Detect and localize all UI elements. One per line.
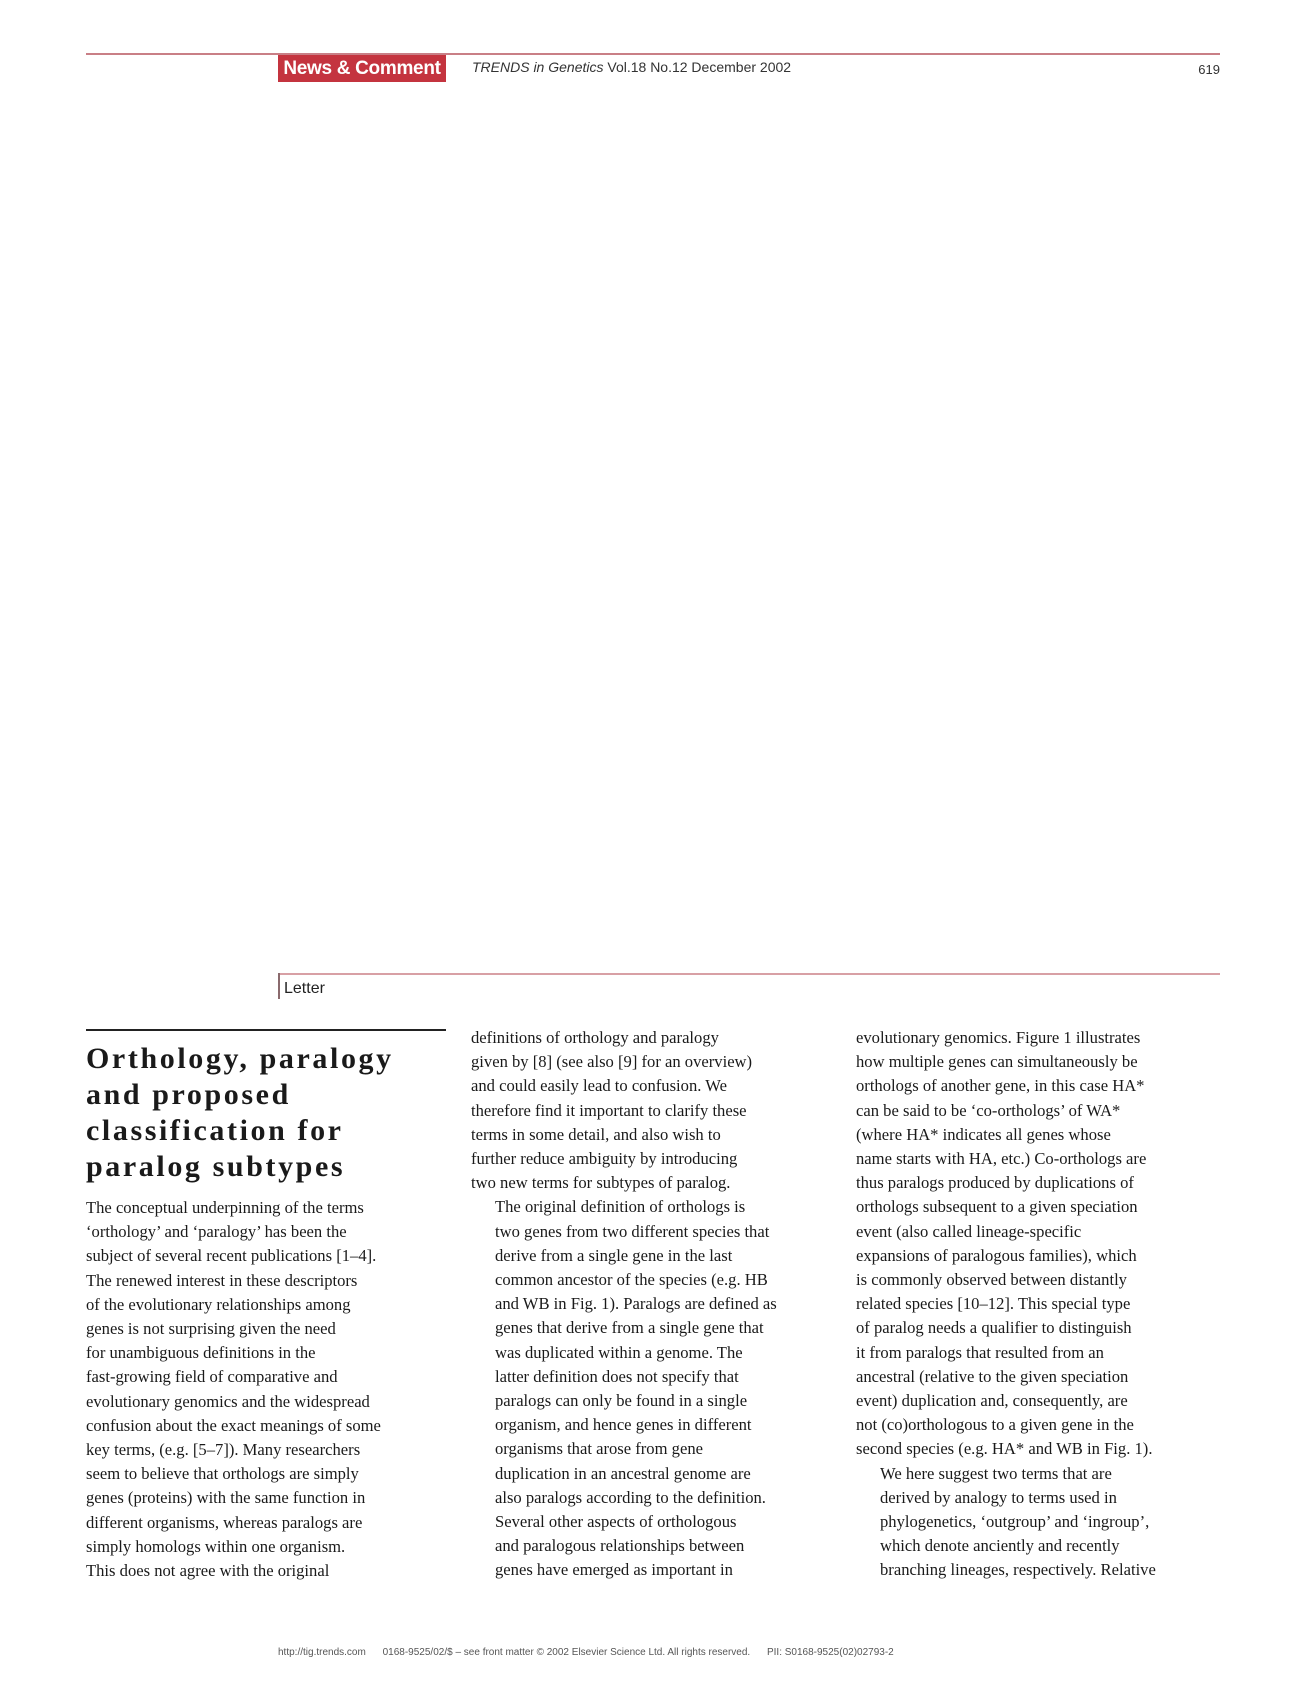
text-line: genes have emerged as important in <box>495 1560 733 1580</box>
text-line: ‘orthology’ and ‘paralogy’ has been the <box>86 1222 347 1242</box>
text-line: which denote anciently and recently <box>880 1536 1120 1556</box>
text-line: thus paralogs produced by duplications of <box>856 1173 1134 1193</box>
text-line: confusion about the exact meanings of some <box>86 1415 381 1435</box>
text-line: organisms that arose from gene <box>495 1439 703 1459</box>
text-line: phylogenetics, ‘outgroup’ and ‘ingroup’, <box>880 1512 1150 1532</box>
body-column-2 <box>471 1026 833 1583</box>
text-line: seem to believe that orthologs are simply <box>86 1464 359 1484</box>
text-line: key terms, (e.g. [5–7]). Many researchers <box>86 1440 361 1460</box>
text-line: expansions of paralogous families), which <box>856 1245 1137 1265</box>
text-line: We here suggest two terms that are <box>880 1463 1112 1483</box>
text-line: The conceptual underpinning of the terms <box>86 1198 364 1217</box>
text-line: and could easily lead to confusion. We <box>471 1076 727 1096</box>
text-line: definitions of orthology and paralogy <box>471 1028 719 1047</box>
paragraph <box>471 1195 833 1510</box>
text-line: The renewed interest in these descriptors <box>86 1270 358 1290</box>
article-type-label: Letter <box>284 980 325 997</box>
text-line: different organisms, whereas paralogs are <box>86 1512 363 1532</box>
title-rule <box>86 1029 446 1031</box>
page-number: 619 <box>1198 62 1220 77</box>
text-line: duplication in an ancestral genome are <box>495 1463 751 1483</box>
paragraph <box>856 1462 1218 1583</box>
article-title: Orthology, paralogy and proposed classification for paralog subtypes <box>86 1042 394 1183</box>
text-line: Several other aspects of orthologous <box>495 1512 737 1532</box>
text-line: therefore find it important to clarify these <box>471 1100 747 1120</box>
text-line: This does not agree with the original <box>86 1561 330 1581</box>
text-line: organism, and hence genes in different <box>495 1415 752 1435</box>
text-line: given by [8] (see also [9] for an overview) <box>471 1052 753 1072</box>
letter-section-rule <box>278 973 1220 975</box>
text-line: two genes from two different species that <box>495 1221 770 1241</box>
text-line: it from paralogs that resulted from an <box>856 1342 1104 1362</box>
text-line: further reduce ambiguity by introducing <box>471 1149 738 1169</box>
paragraph <box>471 1026 833 1195</box>
text-line: The original definition of orthologs is <box>495 1197 746 1217</box>
text-line: second species (e.g. HA* and WB in Fig. 1). <box>856 1439 1153 1459</box>
text-line: two new terms for subtypes of paralog. <box>471 1173 731 1193</box>
body-column-3 <box>856 1026 1218 1583</box>
text-line: ancestral (relative to the given speciation <box>856 1366 1129 1386</box>
footer-url: http://tig.trends.com <box>278 1647 366 1658</box>
text-line: paralogs can only be found in a single <box>495 1391 748 1411</box>
text-line: evolutionary genomics. Figure 1 illustrates <box>856 1028 1141 1047</box>
text-line: is commonly observed between distantly <box>856 1270 1127 1290</box>
text-line: latter definition does not specify that <box>495 1366 739 1386</box>
header-rule <box>86 53 1220 55</box>
text-line: genes is not surprising given the need <box>86 1319 336 1339</box>
text-line: was duplicated within a genome. The <box>495 1342 743 1362</box>
text-line: event) duplication and, consequently, are <box>856 1391 1128 1411</box>
section-tag: News & Comment <box>278 55 446 82</box>
text-line: can be said to be ‘co-orthologs’ of WA* <box>856 1100 1121 1120</box>
paragraph <box>856 1026 1218 1462</box>
text-line: (where HA* indicates all genes whose <box>856 1124 1111 1144</box>
footer-issn: 0168-9525/02/$ – see front matter © 2002 Elsevier Science Ltd. All rights reserved. <box>382 1647 751 1658</box>
paragraph <box>86 1196 448 1583</box>
journal-volume-date: Vol.18 No.12 December 2002 <box>607 59 792 75</box>
text-line: how multiple genes can simultaneously be <box>856 1052 1138 1072</box>
text-line: of paralog needs a qualifier to distinguish <box>856 1318 1132 1338</box>
text-line: simply homologs within one organism. <box>86 1536 346 1556</box>
text-line: branching lineages, respectively. Relative <box>880 1560 1156 1580</box>
text-line: subject of several recent publications [1–4]. <box>86 1246 377 1266</box>
text-line: name starts with HA, etc.) Co-orthologs are <box>856 1149 1147 1169</box>
journal-name: TRENDS in Genetics <box>472 59 604 75</box>
paragraph <box>471 1510 833 1583</box>
text-line: genes (proteins) with the same function in <box>86 1488 366 1508</box>
journal-citation <box>472 59 791 75</box>
text-line: of the evolutionary relationships among <box>86 1294 351 1314</box>
text-line: evolutionary genomics and the widespread <box>86 1391 370 1411</box>
text-line: fast-growing field of comparative and <box>86 1367 338 1387</box>
text-line: terms in some detail, and also wish to <box>471 1124 721 1144</box>
text-line: derive from a single gene in the last <box>495 1245 733 1265</box>
text-line: also paralogs according to the definition. <box>495 1487 766 1507</box>
text-line: common ancestor of the species (e.g. HB <box>495 1270 768 1290</box>
body-column-1 <box>86 1196 448 1583</box>
text-line: event (also called lineage-specific <box>856 1221 1082 1241</box>
text-line: for unambiguous definitions in the <box>86 1343 316 1363</box>
text-line: derived by analogy to terms used in <box>880 1487 1117 1507</box>
text-line: orthologs subsequent to a given speciation <box>856 1197 1138 1217</box>
letter-section-mark <box>278 973 280 999</box>
text-line: and paralogous relationships between <box>495 1536 745 1556</box>
text-line: and WB in Fig. 1). Paralogs are defined as <box>495 1294 777 1314</box>
text-line: genes that derive from a single gene that <box>495 1318 764 1338</box>
footer-pii: PII: S0168-9525(02)02793-2 <box>766 1647 894 1658</box>
text-line: orthologs of another gene, in this case HA* <box>856 1076 1145 1096</box>
text-line: not (co)orthologous to a given gene in the <box>856 1415 1134 1435</box>
page-footer <box>278 1647 908 1658</box>
text-line: related species [10–12]. This special type <box>856 1294 1131 1314</box>
